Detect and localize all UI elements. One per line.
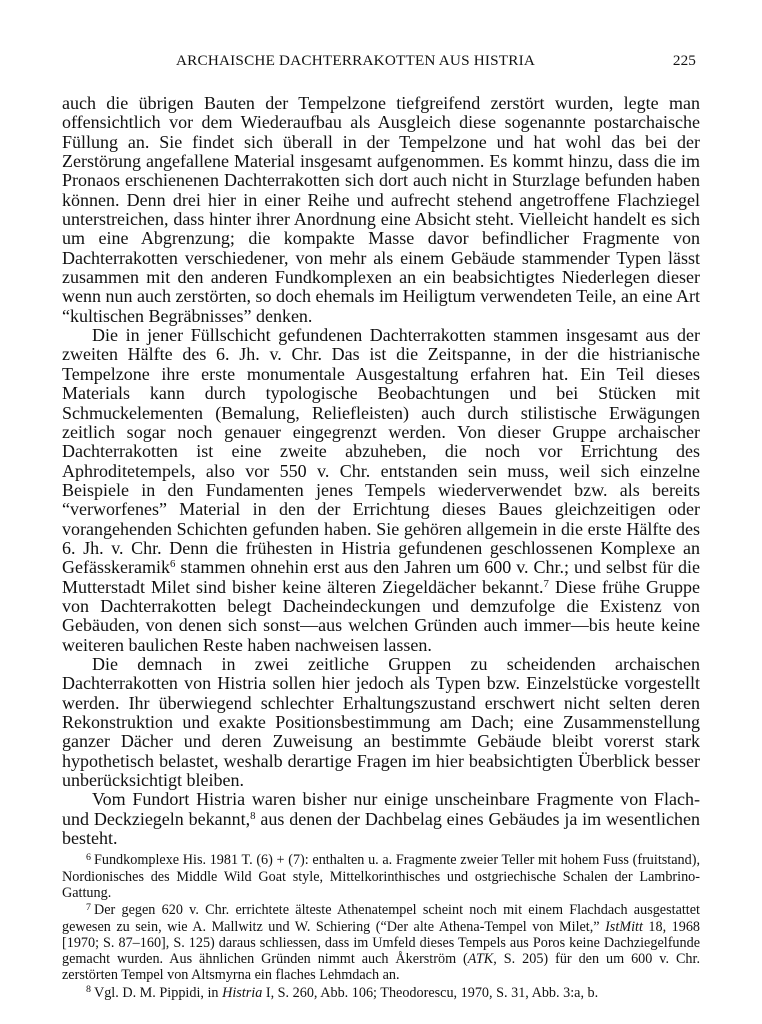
paragraph-text: Diese frühe Gruppe von Dachterrakotten belegt Dacheindeckungen und demzufolge die Existenz von Gebäuden, von denen sich sonst—aus welchen Gründen auch immer—bis heute keine weiteren baulichen Reste haben nachweisen lassen. [62, 576, 700, 655]
paragraph-text: auch die übrigen Bauten der Tempelzone tiefgreifend zerstört wurden, legte man offensichtlich vor dem Wiederaufbau als Ausgleich diese sogenannte postarchaische Füllung an. Sie findet sich überall in der Tempelzone und hat wohl das bei der Zerstörung angefallene Material insgesamt aufgenommen. Es kommt hinzu, dass die im Pronaos erschienenen Dachterrakotten sich dort auch nicht in Sturzlage befunden haben können. Denn drei hier in einer Reihe und aufrecht stehend angetroffene Flachziegel unterstreichen, dass hinter ihrer Anordnung eine Absicht steht. Vielleicht handelt es sich um eine Abgrenzung; die kompakte Masse davor befindlicher Fragmente von Dachterrakotten verschiedener, von mehr als einem Gebäude stammender Typen lässt zusammen mit den anderen Fundkomplexen an ein beabsichtigtes Niederlegen dieser wenn nun auch zerstörten, so doch ehemals im Heiligtum verwendeten Teile, an eine Art “kultischen Begräbnisses” denken. [62, 93, 700, 326]
footnote-text: I, S. 260, Abb. 106; Theodorescu, 1970, S. 31, Abb. 3:a, b. [262, 984, 599, 1001]
footnote-ref-7[interactable]: 7 [543, 577, 549, 590]
footnote-text: Vgl. D. M. Pippidi, in [93, 984, 223, 1001]
footnote-ref-6[interactable]: 6 [169, 558, 176, 571]
work-title: Histria [222, 984, 263, 1001]
paragraph-1 [62, 94, 700, 326]
journal-abbreviation: IstMitt [605, 918, 643, 935]
running-title: ARCHAISCHE DACHTERRAKOTTEN AUS HISTRIA [176, 52, 536, 69]
footnote-number: 6 [86, 851, 91, 863]
footnote-text: Der gegen 620 v. Chr. errichtete älteste Athenatempel scheint noch mit einem Flachdach ausgestattet gewesen zu sein, wie A. Mallwitz und W. Schiering (“Der alte Athena-Tempel von Milet,” [62, 902, 700, 935]
footnote-text: 18, 1968 [1970; S. 87–160], S. 125) daraus schliessen, dass im Umfeld dieses Tempels aus Poros keine Dachziegelfunde gemacht wurden. Aus ähnlichen Gründen nimmt auch Åkerström ( [62, 918, 701, 968]
page-number: 225 [672, 52, 696, 69]
footnote-number: 7 [86, 901, 91, 913]
footnote-text: , S. 205) für den um 600 v. Chr. zerstörten Tempel von Altsmyrna ein flaches Lehmdach an. [62, 951, 700, 984]
footnote-8 [62, 985, 700, 1001]
work-abbreviation: ATK [467, 951, 494, 968]
main-text [62, 94, 700, 1001]
paragraph-text: Die demnach in zwei zeitliche Gruppen zu scheidenden archaischen Dachterrakotten von Histria sollen hier jedoch als Typen bzw. Einzelstücke vorgestellt werden. Ihr überwiegend schlechter Erhaltungszustand erschwert nicht selten deren Rekonstruktion und exakte Positionsbestimmung am Dach; eine Zusammenstellung ganzer Dächer und deren Zuweisung an bestimmte Gebäude bleibt vorerst stark hypothetisch belastet, weshalb derartige Fragen im hier beabsichtigten Überblick besser unberücksichtigt bleiben. [62, 653, 700, 791]
paragraph-4 [62, 790, 700, 848]
footnote-7 [62, 902, 700, 983]
footnotes [62, 852, 700, 1001]
paragraph-text: stammen ohnehin erst aus den Jahren um 600 v. Chr.; und selbst für die Mutterstadt Milet sind bisher keine älteren Ziegeldächer bekannt. [62, 557, 700, 597]
footnote-6 [62, 852, 700, 901]
footnote-ref-8[interactable]: 8 [250, 809, 256, 822]
paragraph-text: Die in jener Füllschicht gefundenen Dachterrakotten stammen insgesamt aus der zweiten Hälfte des 6. Jh. v. Chr. Das ist die Zeitspanne, in der die histrianische Tempelzone ihre erste monumentale Ausgestaltung erfahren hat. Ein Teil dieses Materials kann durch typologische Beobachtungen und bei Stücken mit Schmuckelementen (Bemalung, Reliefleisten) auch durch stilistische Erwägungen zeitlich sogar noch genauer eingegrenzt werden. Von dieser Gruppe archaischer Dachterrakotten ist eine zweite abzuheben, die noch vor Errichtung des Aphroditetempels, also vor 550 v. Chr. entstanden sein muss, weil sich einzelne Beispiele in den Fundamenten jenes Tempels wiederverwendet bzw. als bereits “verworfenes” Material in den der Errichtung dieses Baues gleichzeitigen oder vorangehenden Schichten gefunden haben. Sie gehören allgemein in die erste Hälfte des 6. Jh. v. Chr. Denn die frühesten in Histria gefundenen geschlossenen Komplexe an Gefässkeramik [62, 325, 700, 578]
paragraph-text: aus denen der Dachbelag eines Gebäudes ja im wesentlichen besteht. [62, 808, 700, 849]
paragraph-2 [62, 326, 700, 655]
paragraph-text: Vom Fundort Histria waren bisher nur einige unscheinbare Fragmente von Flach- und Deckziegeln bekannt, [62, 789, 700, 829]
footnote-text: Fundkomplexe His. 1981 T. (6) + (7): enthalten u. a. Fragmente zweier Teller mit hohem Fuss (fruitstand), Nordionisches des Middle Wild Goat style, Mittelkorinthisches und ostgriechische Schalen der Lambrino-Gattung. [62, 852, 700, 901]
footnote-number: 8 [86, 984, 91, 996]
paragraph-3 [62, 655, 700, 790]
